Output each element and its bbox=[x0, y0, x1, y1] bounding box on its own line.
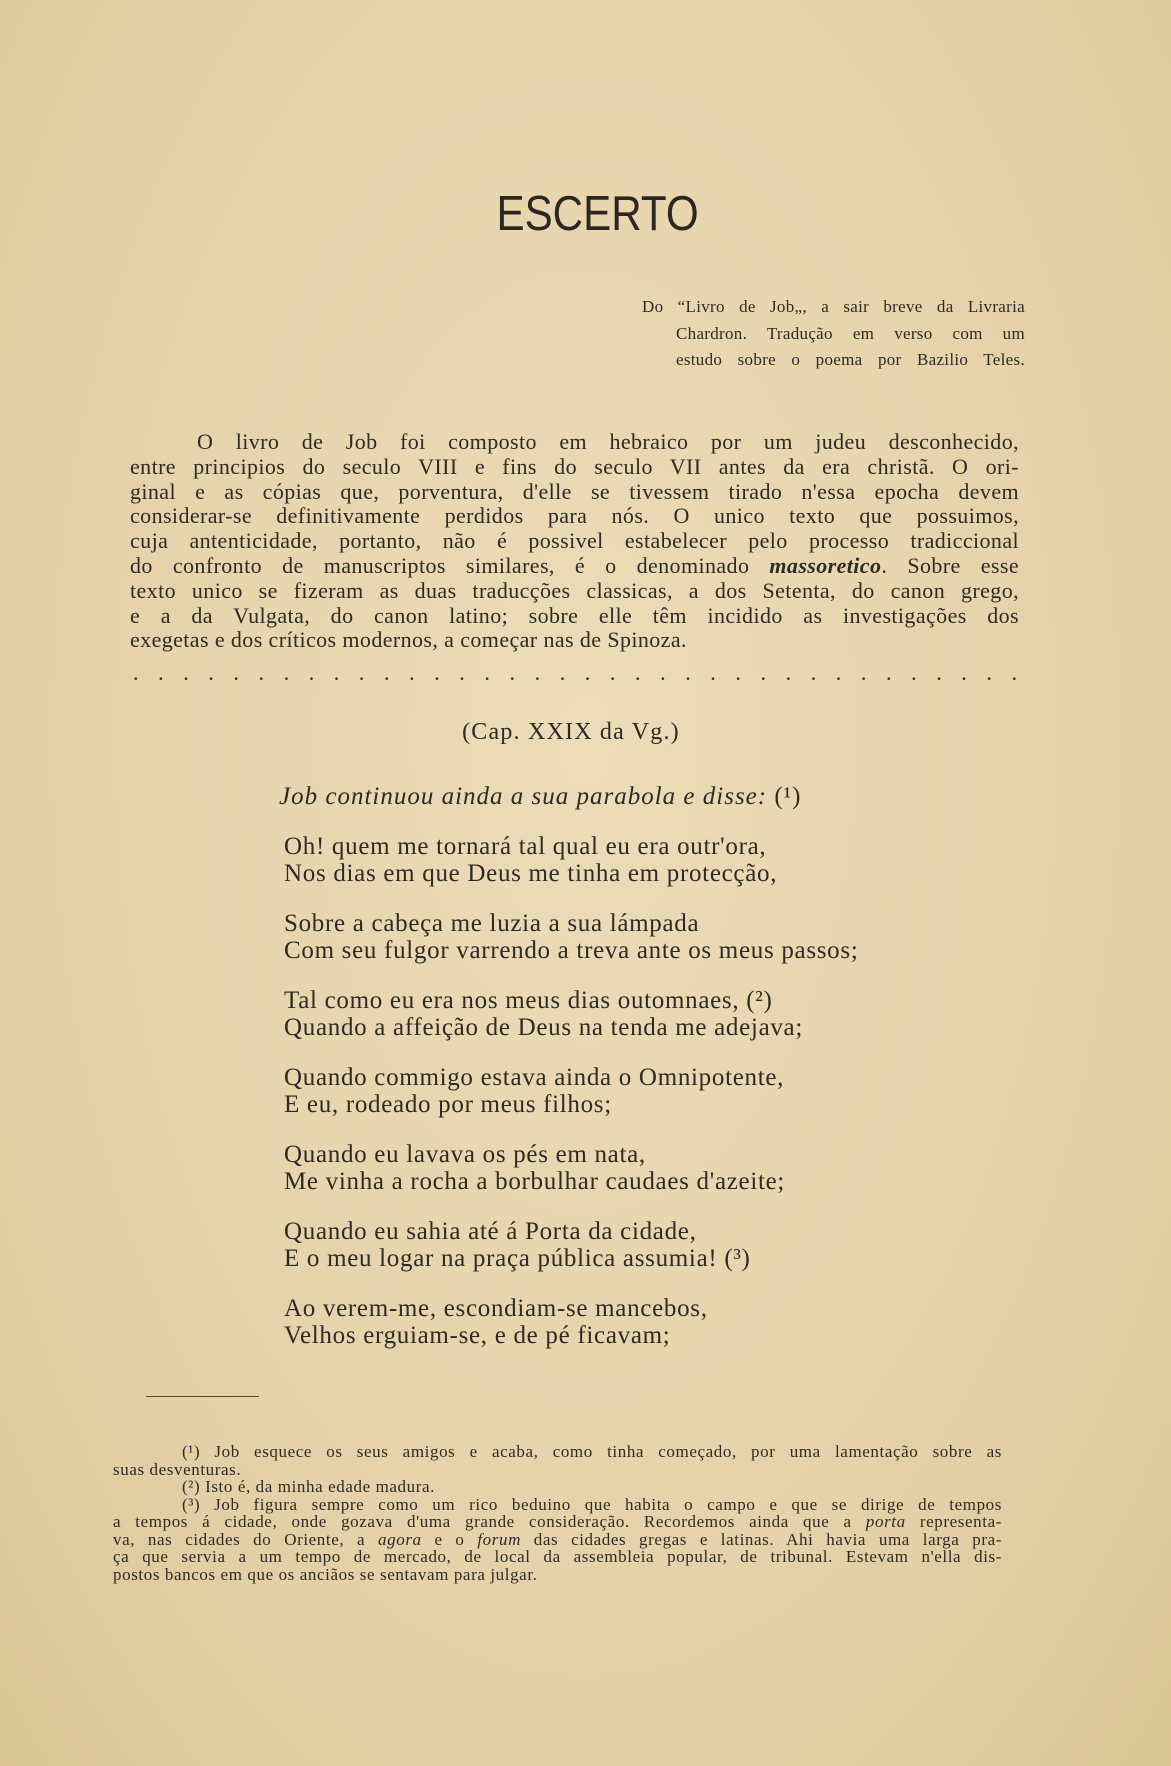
verse-line: E eu, rodeado por meus filhos; bbox=[284, 1090, 612, 1118]
footnote-text: e o bbox=[421, 1529, 478, 1549]
verse-line: Oh! quem me tornará tal qual eu era outr'ora, bbox=[284, 833, 767, 860]
emphasized-term: porta bbox=[865, 1512, 906, 1531]
intro-line-text: . Sobre esse bbox=[881, 552, 1019, 578]
stanza bbox=[284, 1296, 984, 1349]
verse-line: Velhos erguiam-se, e de pé ficavam; bbox=[284, 1321, 671, 1349]
footnote-line: postos bancos em que os anciãos se sentavam para julgar. bbox=[113, 1564, 538, 1584]
intro-line: e a da Vulgata, do canon latino; sobre elle têm incidido as investigações dos bbox=[130, 602, 1019, 628]
footnotes bbox=[113, 1443, 1002, 1583]
page-title bbox=[24, 187, 1171, 241]
footnote-line: (¹) Job esquece os seus amigos e acaba, como tinha começado, por uma lamentação sobre as bbox=[182, 1442, 1002, 1461]
footnote-line bbox=[113, 1513, 1002, 1531]
footnote-line: (²) Isto é, da minha edade madura. bbox=[182, 1477, 436, 1496]
footnote-line: (³) Job figura sempre como um rico beduino que habita o campo e que se dirige de tempos bbox=[182, 1494, 1002, 1514]
footnote-divider bbox=[146, 1396, 259, 1397]
verses bbox=[284, 834, 984, 1373]
stanza bbox=[284, 988, 984, 1041]
verse-line: Quando eu sahia até á Porta da cidade, bbox=[284, 1218, 697, 1245]
ellipsis-row: . . . . . . . . . . . . . . . . . . . . . . . . . . . . . . . . . . . . bbox=[133, 660, 1017, 685]
verse-line: Sobre a cabeça me luzia a sua lámpada bbox=[284, 910, 700, 937]
intro-line: exegetas e dos críticos modernos, a começar nas de Spinoza. bbox=[130, 627, 687, 653]
verse-line: Tal como eu era nos meus dias outomnaes, (²) bbox=[284, 987, 773, 1014]
verse-line: Nos dias em que Deus me tinha em protecção, bbox=[284, 859, 778, 887]
source-note bbox=[642, 294, 1025, 374]
footnote-text: va, nas cidades do Oriente, a bbox=[113, 1529, 379, 1549]
footnote-line: ça que servia a um tempo de mercado, de local da assembleia popular, de tribunal. Estevam n'ella dis- bbox=[113, 1547, 1002, 1566]
intro-line bbox=[130, 554, 1019, 579]
footnote-text: das cidades gregas e latinas. Ahi havia uma larga pra- bbox=[520, 1529, 1003, 1549]
verse-intro-text: Job continuou ainda a sua parabola e disse: bbox=[279, 783, 768, 810]
verse-intro bbox=[279, 783, 802, 811]
page-title-text: ESCERTO bbox=[496, 187, 699, 241]
verse-line: Quando a affeição de Deus na tenda me adejava; bbox=[284, 1013, 804, 1041]
source-note-line: Chardron. Tradução em verso com um bbox=[676, 323, 1025, 343]
footnote-text: representa- bbox=[905, 1512, 1002, 1531]
intro-line: considerar-se definitivamente perdidos para nós. O unico texto que possuimos, bbox=[130, 503, 1019, 529]
intro-line: texto unico se fizeram as duas traducções classicas, a dos Setenta, do canon grego, bbox=[130, 577, 1019, 603]
verse-line: E o meu logar na praça pública assumia! (³) bbox=[284, 1244, 751, 1272]
footnote-text: a tempos á cidade, onde gozava d'uma grande consideração. Recordemos ainda que a bbox=[113, 1512, 866, 1531]
emphasized-term: forum bbox=[477, 1529, 521, 1549]
intro-line: entre principios do seculo VIII e fins do seculo VII antes da era christã. O ori- bbox=[130, 453, 1019, 479]
emphasized-term: agora bbox=[378, 1529, 422, 1549]
intro-paragraph bbox=[130, 430, 1019, 653]
emphasized-term: massoretico bbox=[769, 552, 882, 578]
footnote-line bbox=[113, 1531, 1002, 1549]
intro-line: ginal e as cópias que, porventura, d'elle se tivessem tirado n'essa epocha devem bbox=[130, 478, 1019, 504]
intro-line-text: do confronto de manuscriptos similares, é o denominado bbox=[130, 552, 770, 578]
verse-line: Ao verem-me, escondiam-se mancebos, bbox=[284, 1295, 708, 1322]
source-note-line: estudo sobre o poema por Bazilio Teles. bbox=[676, 350, 1025, 369]
stanza bbox=[284, 834, 984, 887]
footnote-line: suas desventuras. bbox=[113, 1459, 242, 1479]
stanza bbox=[284, 911, 984, 964]
stanza bbox=[284, 1219, 984, 1272]
intro-line: O livro de Job foi composto em hebraico por um judeu desconhecido, bbox=[197, 429, 1019, 454]
footnote-reference: (¹) bbox=[774, 783, 802, 810]
stanza bbox=[284, 1065, 984, 1118]
verse-line: Com seu fulgor varrendo a treva ante os meus passos; bbox=[284, 936, 859, 964]
verse-line: Quando eu lavava os pés em nata, bbox=[284, 1141, 646, 1168]
source-note-line: Do “Livro de Job„, a sair breve da Livraria bbox=[642, 297, 1025, 316]
stanza bbox=[284, 1142, 984, 1195]
intro-line: cuja antenticidade, portanto, não é possivel estabelecer pelo processo tradiccional bbox=[130, 528, 1019, 554]
verse-line: Me vinha a rocha a borbulhar caudaes d'azeite; bbox=[284, 1167, 786, 1195]
chapter-heading: (Cap. XXIX da Vg.) bbox=[462, 719, 680, 745]
verse-line: Quando commigo estava ainda o Omnipotente, bbox=[284, 1064, 785, 1091]
